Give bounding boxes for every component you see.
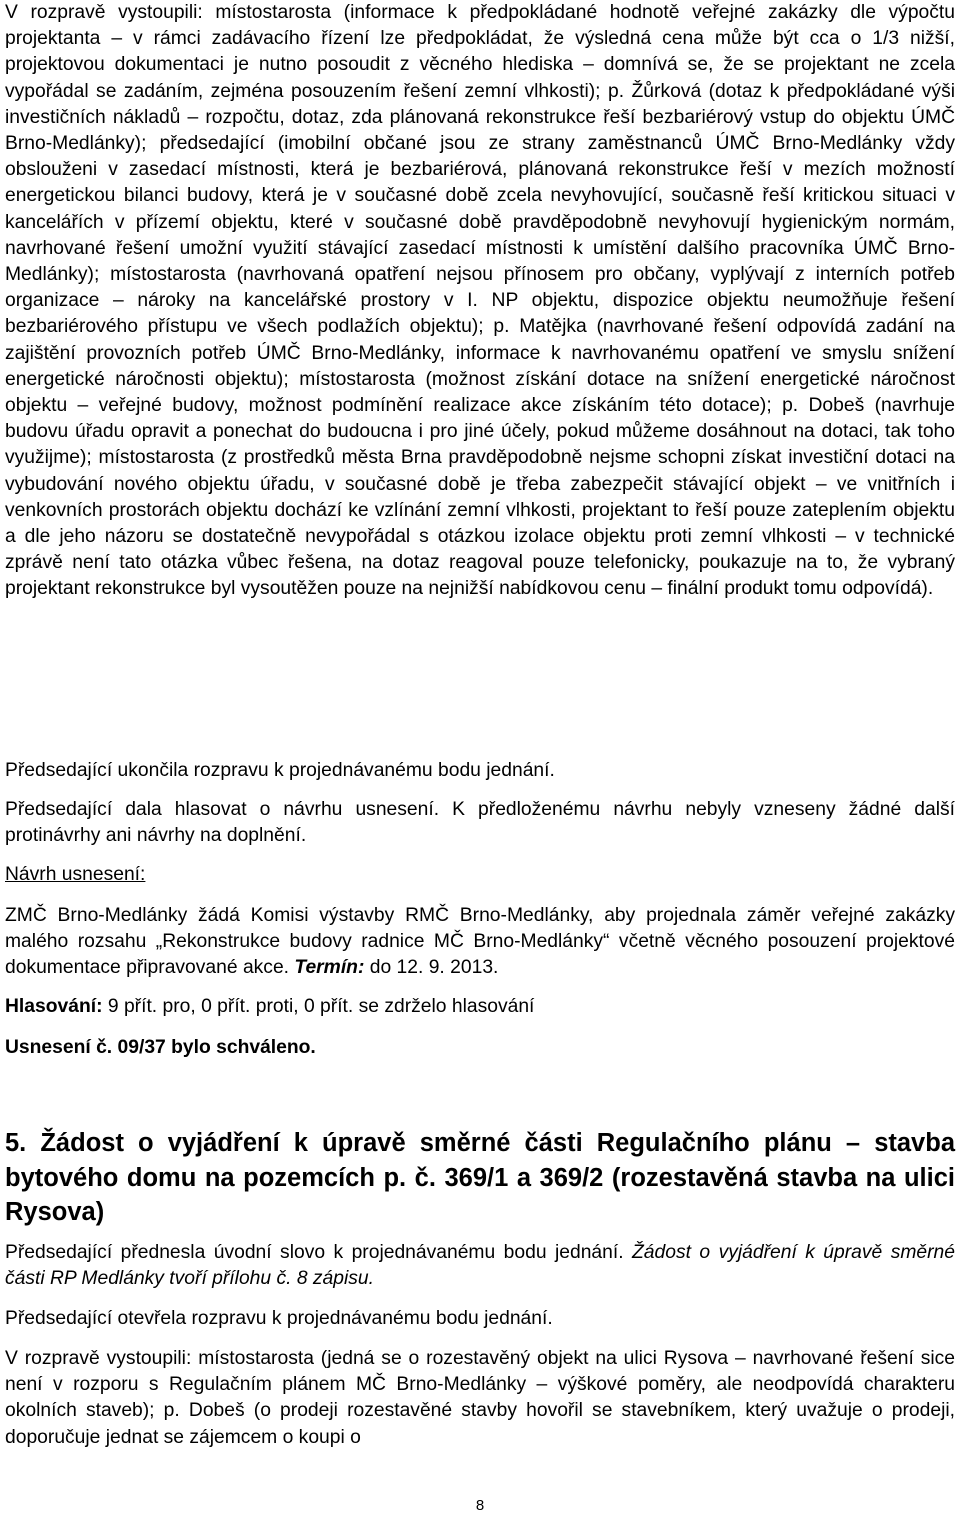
voting-paragraph	[5, 994, 955, 1020]
vote-call-paragraph: Předsedající dala hlasovat o návrhu usnesení. K předloženému návrhu nebyly vzneseny žádné další protinávrhy ani návrhy na doplnění.	[5, 799, 955, 847]
intro-plain: Předsedající přednesla úvodní slovo k projednávanému bodu jednání.	[5, 1242, 633, 1263]
resolution-heading	[5, 862, 955, 888]
intro-italic: Žádost o vyjádření k úpravě směrné části RP Medlánky tvoří přílohu č. 8 zápisu.	[5, 1242, 955, 1290]
end-debate-paragraph: Předsedající ukončila rozpravu k projednávanému bodu jednání.	[5, 760, 555, 781]
page-number: 8	[475, 1497, 485, 1514]
resolution-text: ZMČ Brno-Medlánky žádá Komisi výstavby RMČ Brno-Medlánky, aby projednala záměr veřejné zakázky malého rozsahu „Rekonstrukce budovy radnice MČ Brno-Medlánky“ včetně věcného posouzení projektové dokumentace připravované akce.	[5, 905, 955, 979]
deadline-value: do 12. 9. 2013.	[364, 957, 499, 979]
debate-paragraph-1-text: V rozpravě vystoupili: místostarosta (informace k předpokládané hodnotě veřejné zakázky dle výpočtu projektanta – v rámci zadávacího řízení lze předpokládat, že výsledná cena může být cca o 1/3 nižší, projektovou dokumentaci je nutno posoudit z věcného hlediska – domnívá se, že se projektant ne zcela vypořádal se zadáním, zejména posouzením řešení zemní vlhkosti); p. Žůrková (dotaz k předpokládané výši investičních nákladů – rozpočtu, dotaz, zda plánovaná rekonstrukce řeší bezbariérový vstup do objektu ÚMČ Brno-Medlánky); předsedající (imobilní občané jsou ze strany zaměstnanců ÚMČ Brno-Medlánky vždy obslouženi v zasedací místnosti, která je bezbariérová, plánovaná rekonstrukce řeší v mezích možností energetickou bilanci budovy, která je v současné době zcela nevyhovující, současně řeší kritickou situaci v kancelářích v přízemí objektu, které v současné době pravděpodobně nevyhovují hygienickým normám, navrhované řešení umožní využití stávající zasedací místnosti k umístění dalšího pracovníka ÚMČ Brno-Medlánky); místostarosta (navrhovaná opatření nejsou přínosem pro občany, vyplývají z interních potřeb organizace – nároky na kancelářské prostory v I. NP objektu, dispozice objektu neumožňuje řešení bezbariérového přístupu ve všech podlažích objektu); p. Matějka (navrhované řešení odpovídá zadání na zajištění provozních potřeb ÚMČ Brno-Medlánky, informace k navrhovanému opatření ve smyslu snížení energetické náročnosti objektu); místostarosta (možnost získání dotace na snížení energetické náročnost objektu – veřejné budovy, možnost podmínění realizace akce získáním této dotace); p. Dobeš (navrhuje budovu úřadu opravit a ponechat do budoucna i pro jiné účely, pokud můžeme dosáhnout na dotaci, tak toho využijme); místostarosta (z prostředků města Brna pravděpodobně nejsme schopni získat investiční dotaci na vybudování nového objektu úřadu, v současné době je třeba zabezpečit stávající objekt – ve vnitřních i venkovních prostorách objektu dochází ke vzlínání zemní vlhkosti, projektant to řeší pouze zateplením objektu a dle jeho názoru se dostatečně nevypořádal s otázkou izolace objektu proti zemní vlhkosti – v technické zprávě není tato otázka vůbec řešena, na dotaz reagoval pouze telefonicky, poukazuje na to, že vybraný projektant rekonstrukce byl vysoutěžen pouze na nejnižší nabídkovou cenu – finální produkt tomu odpovídá).	[5, 2, 955, 600]
debate-paragraph-2: V rozpravě vystoupili: místostarosta (jedná se o rozestavěný objekt na ulici Rysova – navrhované řešení sice není v rozporu s Regulačním plánem MČ Brno-Medlánky – výškové poměry, ale neodpovídá charakteru okolních staveb); p. Dobeš (o prodeji rozestavěné stavby hovořil se stavebníkem, který uvažuje o prodeji, doporučuje jednat se zájemcem o koupi o	[5, 1348, 955, 1448]
resolution-paragraph	[5, 903, 955, 982]
voting-label: Hlasování:	[5, 996, 103, 1017]
resolution-result-text: Usnesení č. 09/37 bylo schváleno.	[5, 1037, 316, 1058]
intro-paragraph	[5, 1240, 955, 1292]
open-debate-paragraph: Předsedající otevřela rozpravu k projednávanému bodu jednání.	[5, 1308, 553, 1329]
voting-value: 9 přít. pro, 0 přít. proti, 0 přít. se zdrželo hlasování	[102, 996, 535, 1017]
resolution-result	[5, 1035, 955, 1061]
debate-paragraph-1	[5, 0, 955, 603]
section-heading: 5. Žádost o vyjádření k úpravě směrné části Regulačního plánu – stavba bytového domu na pozemcích p. č. 369/1 a 369/2 (rozestavěná stavba na ulici Rysova)	[5, 1129, 955, 1226]
deadline-label: Termín:	[294, 957, 365, 979]
resolution-heading-text: Návrh usnesení:	[5, 864, 146, 885]
